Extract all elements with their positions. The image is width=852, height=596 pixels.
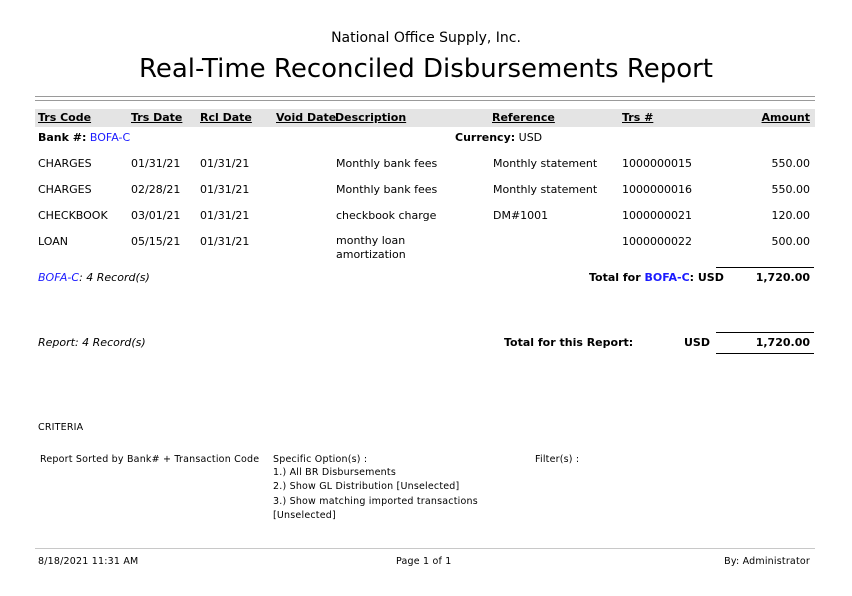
row-2-trs-date: 02/28/21 bbox=[131, 183, 181, 196]
row-1-trs-num: 1000000015 bbox=[622, 157, 692, 170]
report-total-currency: USD bbox=[684, 336, 710, 349]
report-total-rule-bottom bbox=[716, 353, 814, 354]
row-4-description: monthy loan amortization bbox=[336, 234, 406, 261]
row-4-trs-num: 1000000022 bbox=[622, 235, 692, 248]
row-4-trs-date: 05/15/21 bbox=[131, 235, 181, 248]
criteria-option-1: 1.) All BR Disbursements bbox=[273, 467, 396, 478]
criteria-heading: CRITERIA bbox=[38, 422, 84, 433]
bank-group-header bbox=[38, 131, 130, 144]
row-2-trs-num: 1000000016 bbox=[622, 183, 692, 196]
bank-label: Bank #: bbox=[38, 131, 87, 144]
criteria-options-label: Specific Option(s) : bbox=[273, 454, 368, 465]
report-total-rule-top bbox=[716, 332, 814, 333]
col-rcl-date: Rcl Date bbox=[200, 111, 252, 124]
footer-divider bbox=[35, 548, 815, 549]
col-trs-num: Trs # bbox=[622, 111, 654, 124]
footer-user: By: Administrator bbox=[724, 556, 810, 567]
row-3-code: CHECKBOOK bbox=[38, 209, 108, 222]
row-2-description: Monthly bank fees bbox=[336, 183, 438, 196]
col-description: Description bbox=[335, 111, 407, 124]
col-void-date: Void Date bbox=[276, 111, 337, 124]
row-1-rcl-date: 01/31/21 bbox=[200, 157, 250, 170]
header-divider bbox=[35, 96, 815, 97]
row-3-amount: 120.00 bbox=[771, 209, 810, 222]
col-reference: Reference bbox=[492, 111, 555, 124]
row-1-reference: Monthly statement bbox=[493, 157, 598, 170]
row-1-description: Monthly bank fees bbox=[336, 157, 438, 170]
row-3-trs-date: 03/01/21 bbox=[131, 209, 181, 222]
bank-value: BOFA-C bbox=[89, 131, 131, 144]
group-total-bank: BOFA-C bbox=[644, 271, 690, 284]
criteria-option-2: 2.) Show GL Distribution [Unselected] bbox=[273, 481, 460, 492]
col-trs-code: Trs Code bbox=[38, 111, 92, 124]
report-record-count: Report: 4 Record(s) bbox=[38, 336, 146, 349]
currency-label: Currency: bbox=[455, 131, 516, 144]
currency-header bbox=[455, 131, 542, 144]
footer-page-number: Page 1 of 1 bbox=[396, 556, 452, 567]
footer-datetime: 8/18/2021 11:31 AM bbox=[38, 556, 139, 567]
header-divider-2 bbox=[35, 100, 815, 101]
group-total-amount: 1,720.00 bbox=[755, 271, 810, 284]
group-count: 4 Record(s) bbox=[86, 271, 150, 284]
row-2-reference: Monthly statement bbox=[493, 183, 598, 196]
row-2-rcl-date: 01/31/21 bbox=[200, 183, 250, 196]
report-title: Real-Time Reconciled Disbursements Report bbox=[138, 54, 714, 84]
criteria-filter-label: Filter(s) : bbox=[535, 454, 580, 465]
group-record-count: BOFA-C: 4 Record(s) bbox=[38, 271, 150, 284]
row-3-rcl-date: 01/31/21 bbox=[200, 209, 250, 222]
company-name: National Office Supply, Inc. bbox=[331, 30, 521, 46]
report-total-amount: 1,720.00 bbox=[755, 336, 810, 349]
group-total-suffix: : USD bbox=[689, 271, 724, 284]
group-bank-link: BOFA-C bbox=[38, 271, 80, 284]
criteria-option-3: 3.) Show matching imported transactions [Unselected] bbox=[273, 496, 478, 521]
currency-value: USD bbox=[518, 131, 543, 144]
row-3-description: checkbook charge bbox=[336, 209, 437, 222]
row-4-rcl-date: 01/31/21 bbox=[200, 235, 250, 248]
group-total-rule bbox=[716, 267, 814, 268]
row-1-code: CHARGES bbox=[38, 157, 92, 170]
row-1-trs-date: 01/31/21 bbox=[131, 157, 181, 170]
criteria-sorted: Report Sorted by Bank# + Transaction Code bbox=[40, 454, 260, 465]
row-3-trs-num: 1000000021 bbox=[622, 209, 692, 222]
row-3-reference: DM#1001 bbox=[493, 209, 549, 222]
report-total-label: Total for this Report: bbox=[504, 336, 634, 349]
row-4-amount: 500.00 bbox=[771, 235, 810, 248]
row-1-amount: 550.00 bbox=[771, 157, 810, 170]
row-2-code: CHARGES bbox=[38, 183, 92, 196]
col-trs-date: Trs Date bbox=[131, 111, 183, 124]
row-2-amount: 550.00 bbox=[771, 183, 810, 196]
group-total-prefix: Total for bbox=[589, 271, 641, 284]
row-4-code: LOAN bbox=[38, 235, 68, 248]
col-amount: Amount bbox=[761, 111, 810, 124]
